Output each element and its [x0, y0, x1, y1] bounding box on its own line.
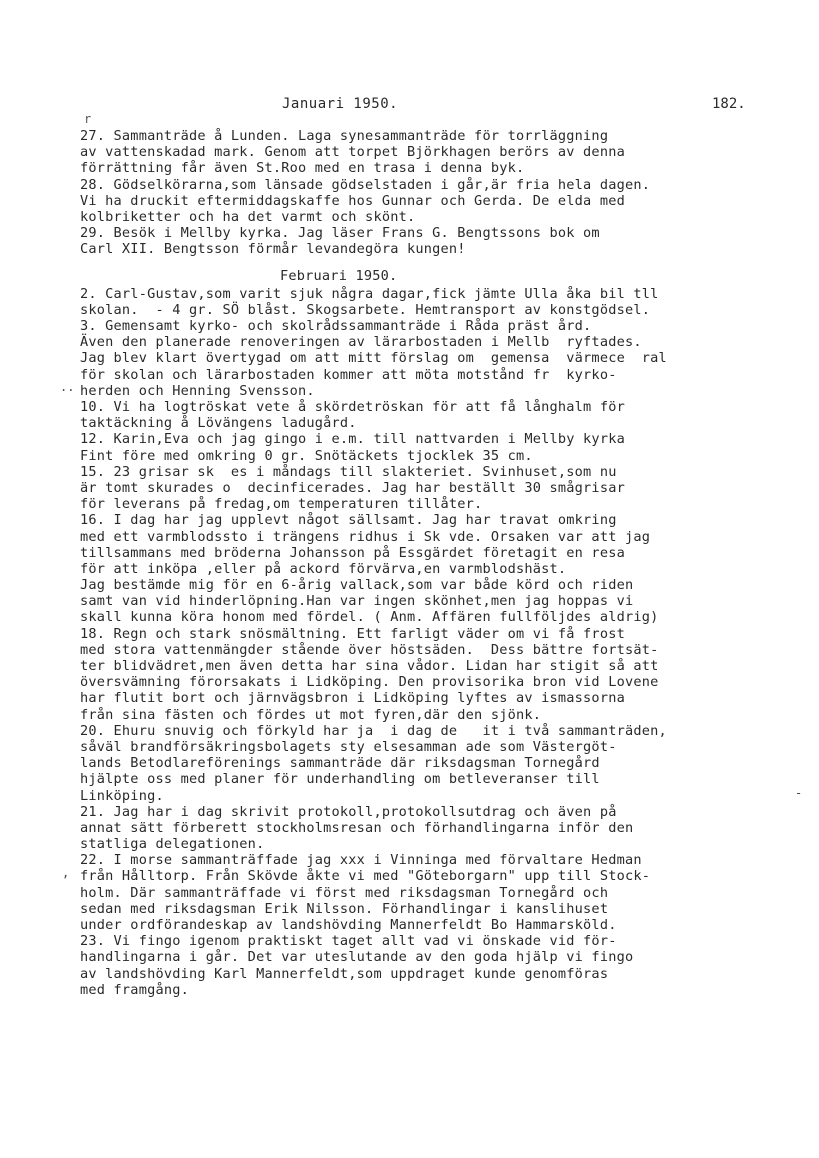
month-heading: Februari 1950. [280, 267, 398, 284]
text-line: annat sätt förberett stockholmsresan och förhandlingarna inför den [80, 819, 634, 836]
text-line: under ordförandeskap av landshövding Mannerfeldt Bo Hammarsköld. [80, 917, 617, 933]
page-number: 182. [712, 96, 746, 112]
text-line: herden och Henning Svensson. [80, 382, 315, 399]
text-line: 15. 23 grisar sk es i måndags till slakteriet. Svinhuset,som nu [80, 463, 617, 480]
january-entries [80, 128, 780, 258]
text-line: med ett varmblodssto i trängens ridhus i Sk vde. Orsaken var att jag [80, 528, 651, 545]
text-line: 18. Regn och stark snösmältning. Ett farligt väder om vi få frost [80, 625, 625, 642]
text-line: 12. Karin,Eva och jag gingo i e.m. till nattvarden i Mellby kyrka [80, 431, 625, 448]
text-line: lands Betodlareförenings sammanträde där riksdagsman Tornegård [80, 755, 600, 772]
text-line: 27. Sammanträde å Lunden. Laga synesammanträde för torrläggning [80, 128, 609, 144]
text-line: Jag blev klart övertygad om att mitt förslag om gemensa värmece ral [80, 350, 667, 367]
february-entries [80, 286, 780, 998]
margin-dots-mark: .. [60, 380, 75, 394]
text-line: för leverans på fredag,om temperaturen tillåter. [80, 496, 483, 513]
text-line: med framgång. [80, 981, 189, 998]
text-line: Även den planerade renoveringen av lärarbostaden i Mellb ryftades. [80, 334, 642, 351]
text-line: med stora vattenmängder stående över höstsäden. Dess bättre fortsät- [80, 641, 659, 658]
text-line: Jag bestämde mig för en 6-årig vallack,som var både körd och riden [80, 577, 634, 594]
text-line: 3. Gemensamt kyrko- och skolrådssammanträde i Råda präst ård. [80, 318, 592, 335]
text-line: 10. Vi ha logtröskat vete å skördetröskan för att få långhalm för [80, 399, 625, 415]
text-line: taktäckning å Lövängens ladugård. [80, 415, 357, 432]
text-line: av vattenskadad mark. Genom att torpet Björkhagen berörs av denna [80, 144, 625, 161]
text-line: 28. Gödselkörarna,som länsade gödselstaden i går,är fria hela dagen. [80, 176, 651, 193]
margin-comma-mark: , [62, 866, 70, 880]
text-line: 16. I dag har jag upplevt något sällsamt. Jag har travat omkring [80, 512, 617, 529]
text-line: 2. Carl-Gustav,som varit sjuk några dagar,fick jämte Ulla åka bil tll [80, 285, 659, 302]
text-line: Vi ha druckit eftermiddagskaffe hos Gunnar och Gerda. De elda med [80, 192, 625, 209]
text-line: skall kunna köra honom med fördel. ( Anm. Affären fullföljdes aldrig) [80, 609, 659, 626]
page-title: Januari 1950. [282, 96, 399, 112]
text-line: hjälpte oss med planer för underhandling om betleveranser till [80, 771, 600, 788]
text-line: är tomt skurades o decinficerades. Jag har beställt 30 smågrisar [80, 479, 625, 496]
text-line: såväl brandförsäkringsbolagets sty elsesamman ade som Västergöt- [80, 738, 617, 755]
text-line: statliga delegationen. [80, 836, 265, 853]
text-line: Fint före med omkring 0 gr. Snötäckets tjocklek 35 cm. [80, 447, 533, 464]
text-line: handlingarna i går. Det var uteslutande av den goda hjälp vi fingo [80, 949, 634, 966]
margin-dash-mark: - [795, 786, 803, 800]
text-line: för skolan och lärarbostaden kommer att möta motstånd fr kyrko- [80, 366, 617, 383]
corner-mark: r [84, 112, 92, 126]
text-line: 29. Besök i Mellby kyrka. Jag läser Frans G. Bengtssons bok om [80, 225, 600, 242]
text-line: Linköping. [80, 787, 164, 804]
text-line: översvämning förorsakats i Lidköping. Den provisorika bron vid Lovene [80, 674, 659, 691]
text-line: har flutit bort och järnvägsbron i Lidköping lyftes av ismassorna [80, 690, 625, 707]
text-line: 20. Ehuru snuvig och förkyld har ja i dag de it i två sammanträden, [80, 722, 667, 739]
text-line: skolan. - 4 gr. SÖ blåst. Skogsarbete. Hemtransport av konstgödsel. [80, 301, 651, 318]
text-line: Carl XII. Bengtsson förmår levandegöra kungen! [80, 241, 466, 258]
text-line: kolbriketter och ha det varmt och skönt. [80, 208, 416, 225]
text-line: 23. Vi fingo igenom praktiskt taget allt vad vi önskade vid för- [80, 933, 617, 950]
diary-text [80, 128, 780, 998]
text-line: ter blidvädret,men även detta har sina vådor. Lidan har stigit så att [80, 658, 659, 674]
text-line: tillsammans med bröderna Johansson på Essgärdet företagit en resa [80, 544, 625, 561]
text-line: för att inköpa ,eller på ackord förvärva,en varmblodshäst. [80, 560, 567, 577]
text-line: sedan med riksdagsman Erik Nilsson. Förhandlingar i kanslihuset [80, 900, 609, 917]
text-line: förrättning får även St.Roo med en trasa i denna byk. [80, 160, 525, 177]
text-line: holm. Där sammanträffade vi först med riksdagsman Tornegård och [80, 884, 609, 901]
text-line: 22. I morse sammanträffade jag xxx i Vinninga med förvaltare Hedman [80, 852, 642, 869]
text-line: samt van vid hinderlöpning.Han var ingen skönhet,men jag hoppas vi [80, 593, 634, 610]
text-line: från sina fästen och fördes ut mot fyren,där den sjönk. [80, 706, 542, 723]
text-line: från Hålltorp. Från Skövde åkte vi med "Göteborgarn" upp till Stock- [80, 868, 651, 885]
text-line: 21. Jag har i dag skrivit protokoll,protokollsutdrag och även på [80, 803, 617, 820]
text-line: av landshövding Karl Mannerfeldt,som uppdraget kunde genomföras [80, 965, 609, 982]
